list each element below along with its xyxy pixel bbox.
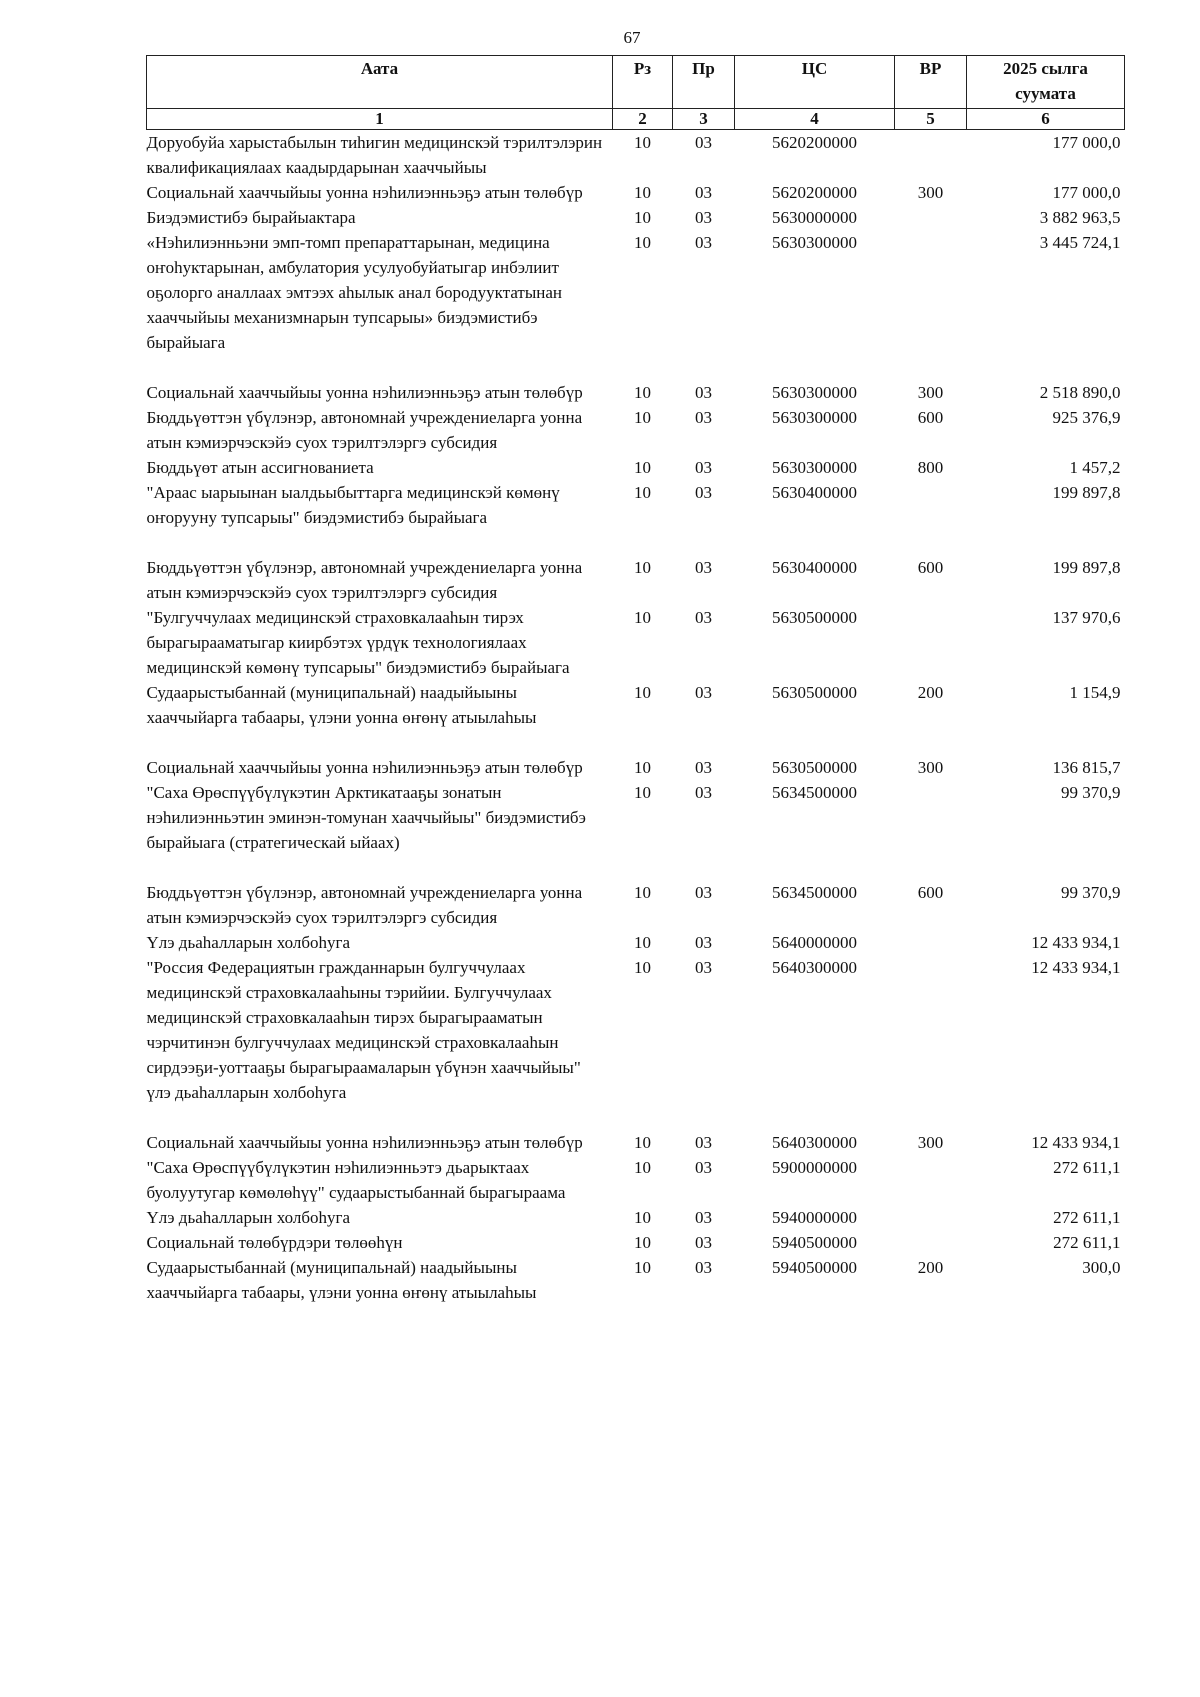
table-header-row: [147, 56, 1125, 109]
cell-rz: 10: [634, 758, 651, 777]
cell-name: Судаарыстыбаннай (муниципальнай) наадыйыыны хааччыйарга табаары, үлэни уонна өҥөнү атыылаһыы: [146, 683, 537, 727]
cell-rz: 10: [634, 183, 651, 202]
cell-sum: 199 897,8: [1052, 483, 1121, 502]
cell-name: Социальнай хааччыйыы уонна нэһилиэнньэҕэ атын төлөбүр: [146, 1133, 583, 1152]
cell-pr: 03: [695, 883, 712, 902]
cell-cs: 5630300000: [772, 458, 857, 477]
table-row: [147, 955, 1125, 1130]
cell-sum: 1 457,2: [1069, 458, 1121, 477]
table-row: [147, 1130, 1125, 1155]
cell-rz: 10: [634, 483, 651, 502]
cell-sum: 177 000,0: [1052, 133, 1121, 152]
cell-name: Бюддьүөт атын ассигнованиета: [146, 458, 374, 477]
cell-cs: 5940500000: [772, 1258, 857, 1277]
cell-cs: 5630500000: [772, 683, 857, 702]
cell-sum: 99 370,9: [1061, 783, 1121, 802]
cell-name: Судаарыстыбаннай (муниципальнай) наадыйыыны хааччыйарга табаары, үлэни уонна өҥөнү атыылаһыы: [146, 1258, 537, 1302]
cell-rz: 10: [634, 1233, 651, 1252]
cell-pr: 03: [695, 783, 712, 802]
cell-pr: 03: [695, 458, 712, 477]
cell-cs: 5640000000: [772, 933, 857, 952]
table-row: [147, 205, 1125, 230]
cell-pr: 03: [695, 408, 712, 427]
cell-name: Доруобуйа харыстабылын тиһигин медицинскэй тэрилтэлэрин квалификациялаах каадырдарынан хааччыйыы: [146, 133, 603, 177]
cell-vr: [895, 130, 967, 181]
cell-sum: 925 376,9: [1052, 408, 1121, 427]
cell-rz: 10: [634, 958, 651, 977]
cell-rz: 10: [634, 133, 651, 152]
cell-pr: 03: [695, 1158, 712, 1177]
cell-name: Биэдэмистибэ бырайыактара: [146, 208, 356, 227]
header-name: Аата: [147, 56, 613, 109]
cell-cs: 5940000000: [772, 1208, 857, 1227]
table-row: [147, 605, 1125, 680]
cell-rz: 10: [634, 933, 651, 952]
cell-pr: 03: [695, 483, 712, 502]
cell-name: "Булгуччулаах медицинскэй страховкалааһын тирэх бырагырааматыгар киирбэтэх үрдүк технологиялаах медицинскэй көмөнү тупсарыы" биэдэмистибэ бырайыага: [146, 608, 570, 677]
cell-sum: 2 518 890,0: [1039, 383, 1121, 402]
cell-sum: 1 154,9: [1069, 683, 1121, 702]
cell-vr: [895, 1205, 967, 1230]
cell-cs: 5630300000: [772, 383, 857, 402]
cell-sum: 199 897,8: [1052, 558, 1121, 577]
cell-rz: 10: [634, 1258, 651, 1277]
table-row: [147, 230, 1125, 380]
table-body: [147, 130, 1125, 1306]
cell-cs: 5900000000: [772, 1158, 857, 1177]
table-row: [147, 880, 1125, 930]
cell-cs: 5634500000: [772, 883, 857, 902]
cell-name: "Араас ыарыынан ыалдьыбыттарга медицинскэй көмөнү оҥорууну тупсарыы" биэдэмистибэ бырайыага: [146, 483, 560, 527]
column-number: 6: [967, 109, 1125, 130]
cell-sum: 272 611,1: [1053, 1158, 1121, 1177]
page-number: 67: [623, 28, 641, 47]
cell-vr: 300: [917, 758, 944, 777]
cell-name: Бюддьүөттэн үбүлэнэр, автономнай учреждениеларга уонна атын кэмиэрчэскэйэ суох тэрилтэлэргэ субсидия: [146, 558, 583, 602]
cell-sum: 99 370,9: [1061, 883, 1121, 902]
cell-cs: 5630300000: [772, 233, 857, 252]
header-cs: ЦС: [735, 56, 895, 109]
cell-sum: 12 433 934,1: [1031, 958, 1121, 977]
cell-rz: 10: [634, 408, 651, 427]
budget-table: [146, 55, 1125, 1305]
cell-cs: 5630000000: [772, 208, 857, 227]
table-row: [147, 130, 1125, 181]
table-row: [147, 555, 1125, 605]
cell-name: Үлэ дьаһалларын холбоһуга: [146, 1208, 351, 1227]
cell-rz: 10: [634, 1208, 651, 1227]
cell-name: "Россия Федерациятын гражданнарын булгуччулаах медицинскэй страховкалааһыны тэрийии. Булгуччулаах медицинскэй страховкалааһын тирэх бырагырааматын чэрчитинэн булгуччулаах медицинскэй страховкалааһын сирдээҕи-уоттааҕы бырагыраамаларын үбүнэн хааччыйыы" үлэ дьаһалларын холбоһуга: [146, 958, 581, 1102]
cell-sum: 272 611,1: [1053, 1233, 1121, 1252]
cell-vr: [895, 205, 967, 230]
cell-cs: 5634500000: [772, 783, 857, 802]
cell-cs: 5630300000: [772, 408, 857, 427]
cell-vr: [895, 780, 967, 880]
table-row: [147, 480, 1125, 555]
table-row: [147, 680, 1125, 755]
column-number: 4: [735, 109, 895, 130]
cell-rz: 10: [634, 683, 651, 702]
column-number: 2: [613, 109, 673, 130]
cell-sum: 177 000,0: [1052, 183, 1121, 202]
cell-vr: [895, 955, 967, 1130]
cell-rz: 10: [634, 1133, 651, 1152]
cell-vr: 600: [917, 883, 944, 902]
cell-vr: 800: [917, 458, 944, 477]
cell-vr: 200: [917, 1258, 944, 1277]
cell-rz: 10: [634, 208, 651, 227]
cell-pr: 03: [695, 1133, 712, 1152]
table-row: [147, 755, 1125, 780]
cell-rz: 10: [634, 1158, 651, 1177]
cell-sum: 272 611,1: [1053, 1208, 1121, 1227]
table-row: [147, 1255, 1125, 1305]
cell-cs: 5620200000: [772, 133, 857, 152]
cell-cs: 5630500000: [772, 608, 857, 627]
table-row: [147, 930, 1125, 955]
cell-rz: 10: [634, 458, 651, 477]
cell-rz: 10: [634, 883, 651, 902]
cell-name: Бюддьүөттэн үбүлэнэр, автономнай учреждениеларга уонна атын кэмиэрчэскэйэ суох тэрилтэлэргэ субсидия: [146, 408, 583, 452]
cell-rz: 10: [634, 558, 651, 577]
cell-vr: [895, 480, 967, 555]
cell-pr: 03: [695, 1233, 712, 1252]
header-rz: Рз: [613, 56, 673, 109]
table-row: [147, 405, 1125, 455]
cell-pr: 03: [695, 558, 712, 577]
cell-name: Социальнай төлөбүрдэри төлөөһүн: [146, 1233, 403, 1252]
cell-pr: 03: [695, 233, 712, 252]
cell-rz: 10: [634, 608, 651, 627]
cell-pr: 03: [695, 933, 712, 952]
cell-pr: 03: [695, 383, 712, 402]
cell-pr: 03: [695, 133, 712, 152]
header-pr: Пр: [673, 56, 735, 109]
cell-name: "Саха Өрөспүүбүлүкэтин Арктикатааҕы зонатын нэһилиэнньэтин эминэн-томунан хааччыйыы" биэдэмистибэ бырайыага (стратегическай ыйаах): [146, 783, 586, 852]
cell-name: Үлэ дьаһалларын холбоһуга: [146, 933, 351, 952]
cell-name: Социальнай хааччыйыы уонна нэһилиэнньэҕэ атын төлөбүр: [146, 183, 583, 202]
cell-sum: 137 970,6: [1052, 608, 1121, 627]
cell-name: Социальнай хааччыйыы уонна нэһилиэнньэҕэ атын төлөбүр: [146, 383, 583, 402]
cell-cs: 5630500000: [772, 758, 857, 777]
cell-rz: 10: [634, 783, 651, 802]
cell-sum: 3 882 963,5: [1039, 208, 1121, 227]
cell-cs: 5640300000: [772, 1133, 857, 1152]
cell-pr: 03: [695, 1258, 712, 1277]
cell-pr: 03: [695, 183, 712, 202]
cell-vr: [895, 1230, 967, 1255]
table-row: [147, 380, 1125, 405]
cell-cs: 5630400000: [772, 483, 857, 502]
header-vr: ВР: [895, 56, 967, 109]
cell-pr: 03: [695, 758, 712, 777]
cell-cs: 5620200000: [772, 183, 857, 202]
column-number: 3: [673, 109, 735, 130]
cell-name: Бюддьүөттэн үбүлэнэр, автономнай учреждениеларга уонна атын кэмиэрчэскэйэ суох тэрилтэлэргэ субсидия: [146, 883, 583, 927]
cell-vr: [895, 1155, 967, 1205]
cell-sum: 136 815,7: [1052, 758, 1121, 777]
cell-vr: [895, 230, 967, 380]
cell-sum: 12 433 934,1: [1031, 1133, 1121, 1152]
table-row: [147, 780, 1125, 880]
cell-vr: 300: [917, 1133, 944, 1152]
cell-cs: 5640300000: [772, 958, 857, 977]
cell-vr: [895, 930, 967, 955]
header-sum: 2025 сылга суумата: [967, 56, 1125, 109]
cell-name: "Саха Өрөспүүбүлүкэтин нэһилиэнньэтэ дьарыктаах буолуутугар көмөлөһүү" судаарыстыбаннай бырагыраама: [146, 1158, 566, 1202]
cell-sum: 12 433 934,1: [1031, 933, 1121, 952]
cell-name: Социальнай хааччыйыы уонна нэһилиэнньэҕэ атын төлөбүр: [146, 758, 583, 777]
cell-vr: [895, 605, 967, 680]
cell-rz: 10: [634, 233, 651, 252]
table-row: [147, 1205, 1125, 1230]
cell-pr: 03: [695, 1208, 712, 1227]
cell-name: «Нэһилиэнньэни эмп-томп препараттарынан, медицина оҥоһуктарынан, амбулатория усулуобуйатыгар инбэлиит оҕолорго аналлаах эмтээх аһылык анал бородууктатынан хааччыйыы механизмнарын тупсарыы» биэдэмистибэ бырайыага: [146, 233, 563, 352]
cell-sum: 3 445 724,1: [1039, 233, 1121, 252]
table-row: [147, 180, 1125, 205]
cell-sum: 300,0: [1082, 1258, 1121, 1277]
cell-pr: 03: [695, 608, 712, 627]
cell-vr: 300: [917, 183, 944, 202]
cell-pr: 03: [695, 958, 712, 977]
cell-cs: 5630400000: [772, 558, 857, 577]
cell-vr: 600: [917, 558, 944, 577]
cell-rz: 10: [634, 383, 651, 402]
table-column-numbers-row: [147, 109, 1125, 130]
table-row: [147, 1230, 1125, 1255]
column-number: 5: [895, 109, 967, 130]
table-row: [147, 455, 1125, 480]
table-row: [147, 1155, 1125, 1205]
cell-pr: 03: [695, 208, 712, 227]
column-number: 1: [147, 109, 613, 130]
cell-pr: 03: [695, 683, 712, 702]
cell-vr: 300: [917, 383, 944, 402]
cell-cs: 5940500000: [772, 1233, 857, 1252]
cell-vr: 200: [917, 683, 944, 702]
cell-vr: 600: [917, 408, 944, 427]
